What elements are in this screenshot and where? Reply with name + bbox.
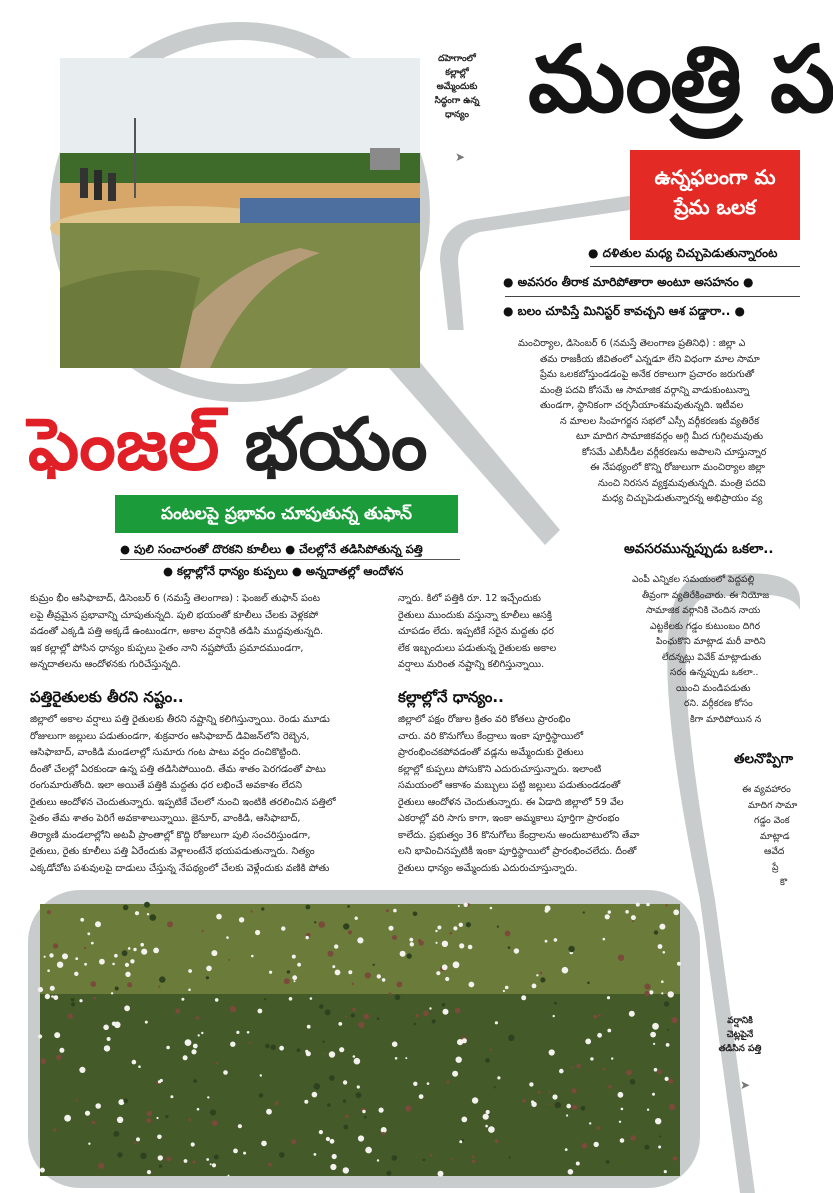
right-subhead-2: తలనొప్పిగా bbox=[734, 751, 794, 767]
headline-word-2: భయం bbox=[244, 402, 428, 486]
caption-arrow-icon: ➤ bbox=[740, 1078, 751, 1092]
column-1-intro: కుమ్రం భీం ఆసిఫాబాద్, డిసెంబర్ 6 (నమస్తే తెలంగాణ) : ఫెంజల్ తుఫాన్ పంట లపై తీవ్రమైన ప్రభావాన్ని చూపుతున్నది. పులి భయంతో కూలీలు చేలకు వెళ్లకపో వడంతో ఎక్కడి పత్తి అక్కడే ఉంటుండగా, అకాల వర్షానికి తడిసి ముద్దవుతున్నది. ఇక కల్లాల్లో పోసిన ధాన్యం కుప్పలు సైతం నాని నష్టపోయే ప్రమాదముండగా, అన్నదాతలను ఆందోళనకు గురిచేస్తున్నది. bbox=[30, 593, 324, 670]
cotton-field-photo bbox=[40, 904, 680, 1176]
green-subtitle: పంటలపై ప్రభావం చూపుతున్న తుఫాన్ bbox=[115, 495, 458, 533]
left-bullet-1: ● పులి సంచారంతో దొరకని కూలీలు ● చేలల్లోనే తడిసిపోతున్న పత్తి bbox=[120, 542, 423, 556]
right-subhead-1: అవసరమున్నప్పుడు ఒకలా.. bbox=[624, 541, 774, 557]
column-2-body: జిల్లాలో పక్షం రోజుల క్రితం వరి కోతలు ప్రారంభిం చారు. వరి కొనుగోలు కేంద్రాలు ఇంకా పూర్తిస్థాయిలో ప్రారంభించకపోవడంతో వడ్లను అమ్మేందుకు రైతులు కల్లాల్లో కుప్పలు పోసుకొని ఎదురుచూస్తున్నారు. ఇలాంటి సమయంలో ఆకాశం మబ్బులు పట్టి జల్లులు పడుతుండడంతో రైతులు ఆందోళన చెందుతున్నారు. ఈ ఏడాది జిల్లాలో 59 వేల ఎకరాల్లో వరి సాగు కాగా, ఇంకా అమ్మకాలు పూర్తిగా ప్రారంభం కాలేదు. ప్రభుత్వం 36 కొనుగోలు కేంద్రాలను అందుబాటులోని తేవా లని భావించినప్పటికీ ఇంకా పూర్తిస్థాయిలో ప్రారంభించలేదు. దీంతో రైతులు ధాన్యం అమ్మేందుకు ఎదురుచూస్తున్నారు. bbox=[398, 714, 640, 874]
right-article-body-2: ఎంపీ ఎన్నికల సమయంలో పెద్దపల్లి తీవ్రంగా వ్యతిరేకించారు. ఈ నియోజ సామాజిక వర్గానికి చెందిన నాయ ఎట్టకేలకు గడ్డం కుటుంబం దిగిర పింఛుకొని మాట్లాడ మరీ వారిని లేదన్నట్లు వివేక్ మాట్లాడుతు సరం ఉన్నప్పుడు ఒకలా.. యించి మండిపడుతు రని. వర్గీకరణ కోసం కిగా మారిపోయిన న bbox=[632, 574, 770, 725]
red-subtitle-box: ఉన్నఫలంగా మ ప్రేమ ఒలక bbox=[630, 150, 800, 240]
divider bbox=[505, 296, 800, 297]
caption-arrow-icon: ➤ bbox=[455, 150, 466, 164]
column-1-subhead: పత్తిరైతులకు తీరని నష్టం.. bbox=[30, 688, 184, 706]
right-article-body-3: ఈ వ్యవహారం మాదిగ సామా గడ్డం వెంక మాట్లాడ ఆవేద ప్రే కొ bbox=[742, 784, 798, 888]
masthead-title: మంత్రి ప bbox=[528, 26, 833, 133]
column-2-subhead: కల్లాల్లోనే ధాన్యం.. bbox=[398, 688, 504, 706]
headline-word-1: ఫెంజల్ bbox=[28, 402, 220, 486]
right-bullet-3: ● బలం చూపిస్తే మినిస్టర్ కావచ్చని ఆశ పడ్డారా.. ● bbox=[503, 304, 745, 318]
headline bbox=[28, 402, 428, 486]
bottom-photo-caption: వర్షానికి చెట్లపైనే తడిసిన పత్తి bbox=[718, 1016, 762, 1054]
divider bbox=[120, 559, 460, 560]
left-bullet-2: ● కల్లాల్లోనే ధాన్యం కుప్పలు ● అన్నదాతల్లో ఆందోళన bbox=[163, 564, 404, 578]
divider bbox=[590, 266, 800, 267]
grain-heap-photo bbox=[60, 58, 420, 368]
column-1-body: జిల్లాలో అకాల వర్షాలు పత్తి రైతులకు తీరని నష్టాన్ని కలిగిస్తున్నాయి. రెండు మూడు రోజులుగా జల్లులు పడుతుండగా, శుక్రవారం ఆసిఫాబాద్ డివిజన్‌లోని రెబ్బెన, ఆసిఫాబాద్, వాంకిడి మండలాల్లో సుమారు గంట పాటు వర్షం దంచికొట్టింది. దీంతో చేలల్లో ఏరకుండా ఉన్న పత్తి తడిసిపోయింది. తేమ శాతం పెరగడంతో పాటు రంగుమారుతోంది. ఇలా అయితే పత్తికి మద్దతు ధర లభించే అవకాశం లేదని రైతులు ఆందోళన చెందుతున్నారు. ఇప్పటికే చేలలో నుంచి ఇంటికి తరలించిన పత్తిలో సైతం తేమ శాతం పెరిగే అవకాశాలున్నాయి. జైనూర్, వాంకిడి, ఆసిఫాబాద్, తిర్యాణి మండలాల్లోని అటవీ ప్రాంతాల్లో కొద్ది రోజులుగా పులి సంచరిస్తుండగా, రైతులు, రైతు కూలీలు పత్తి ఏరేందుకు వెళ్లాలంటేనే భయపడుతున్నారు. నిత్యం ఎక్కడోచోట పశువులపై దాడులు చేస్తున్న నేపథ్యంలో చేలకు వెళ్లేందుకు వణికి పోతు bbox=[30, 714, 336, 874]
top-photo-caption: దహెగాంలో కల్లాల్లో అమ్మేందుకు సిద్ధంగా ఉన్న ధాన్యం bbox=[434, 54, 480, 120]
column-2-intro: న్నారు. కిలో పత్తికి రూ. 12 ఇచ్చేందుకు రైతులు ముందుకు వస్తున్నా కూలీలు ఆసక్తి చూపడం లేదు. ఇప్పటికే సరైన మద్దతు ధర లేక ఇబ్బందులు పడుతున్న రైతులకు అకాల వర్షాలు మరింత నష్టాన్ని కలిగిస్తున్నాయి. bbox=[398, 593, 557, 670]
right-bullet-2: ● అవసరం తీరాక మారిపోతారా అంటూ అసహనం ● bbox=[503, 275, 754, 289]
right-bullet-1: ● దళితుల మధ్య చిచ్చుపెడుతున్నారంట bbox=[588, 246, 778, 260]
right-article-body: మంచిర్యాల, డిసెంబర్ 6 (నమస్తే తెలంగాణ ప్రతినిధి) : జిల్లా ఎ తమ రాజకీయ జీవితంలో ఎన్నడూ లేని విధంగా మాల సామా ప్రేమ ఒలకబోస్తుండడంపై అనేక రకాలుగా ప్రచారం జరుగుతో మంత్రి పదవి కోసమే ఆ సామాజిక వర్గాన్ని వాడుకుంటున్నా తుండగా, స్థానికంగా చర్చనీయాంశమవుతున్నది. ఇటీవల న మాలల సింహగర్జన సభలో ఎస్సీ వర్గీకరణకు వ్యతిరేక టూ మాదిగ సామాజికవర్గం అగ్గి మీద గుగ్గిలమవుతు కోసమే ఎబీసీడీల వర్గీకరణను అపాలని చూస్తున్నార ఈ నేపథ్యంలో కొన్ని రోజులుగా మంచిర్యాల జిల్లా నుంచి నిరసన వ్యక్తమవుతున్నది. మంత్రి పదవి మధ్య చిచ్చుపెడుతున్నారన్న అభిప్రాయం వ్య bbox=[518, 338, 767, 504]
